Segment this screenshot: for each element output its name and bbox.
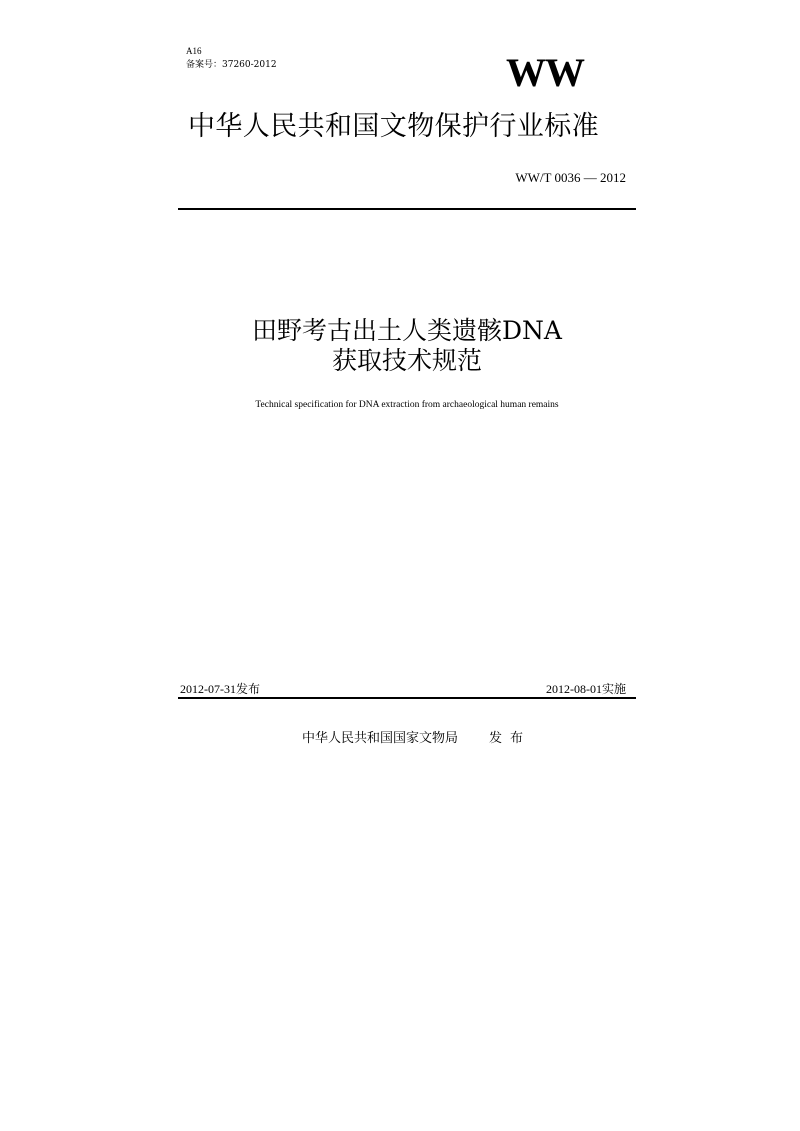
ww-logo: WW <box>506 50 584 95</box>
standard-category-heading: 中华人民共和国文物保护行业标准 <box>188 111 599 142</box>
title-line-1: 田野考古出土人类遗骸DNA <box>252 316 562 345</box>
record-number: 备案号：37260-2012 <box>186 60 277 70</box>
title-line-2: 获取技术规范 <box>331 346 482 375</box>
classification-code: A16 <box>186 46 202 56</box>
bottom-divider <box>178 697 636 699</box>
top-divider <box>178 208 636 210</box>
english-title: Technical specification for DNA extraction from archaeological human remains <box>255 400 559 410</box>
publish-word: 发布 <box>489 731 532 746</box>
implementation-date: 2012-08-01实施 <box>546 682 626 696</box>
issue-date: 2012-07-31发布 <box>180 682 260 696</box>
standard-code: WW/T 0036 — 2012 <box>515 170 626 185</box>
publisher: 中华人民共和国国家文物局 <box>302 731 459 746</box>
document-title <box>178 316 636 376</box>
